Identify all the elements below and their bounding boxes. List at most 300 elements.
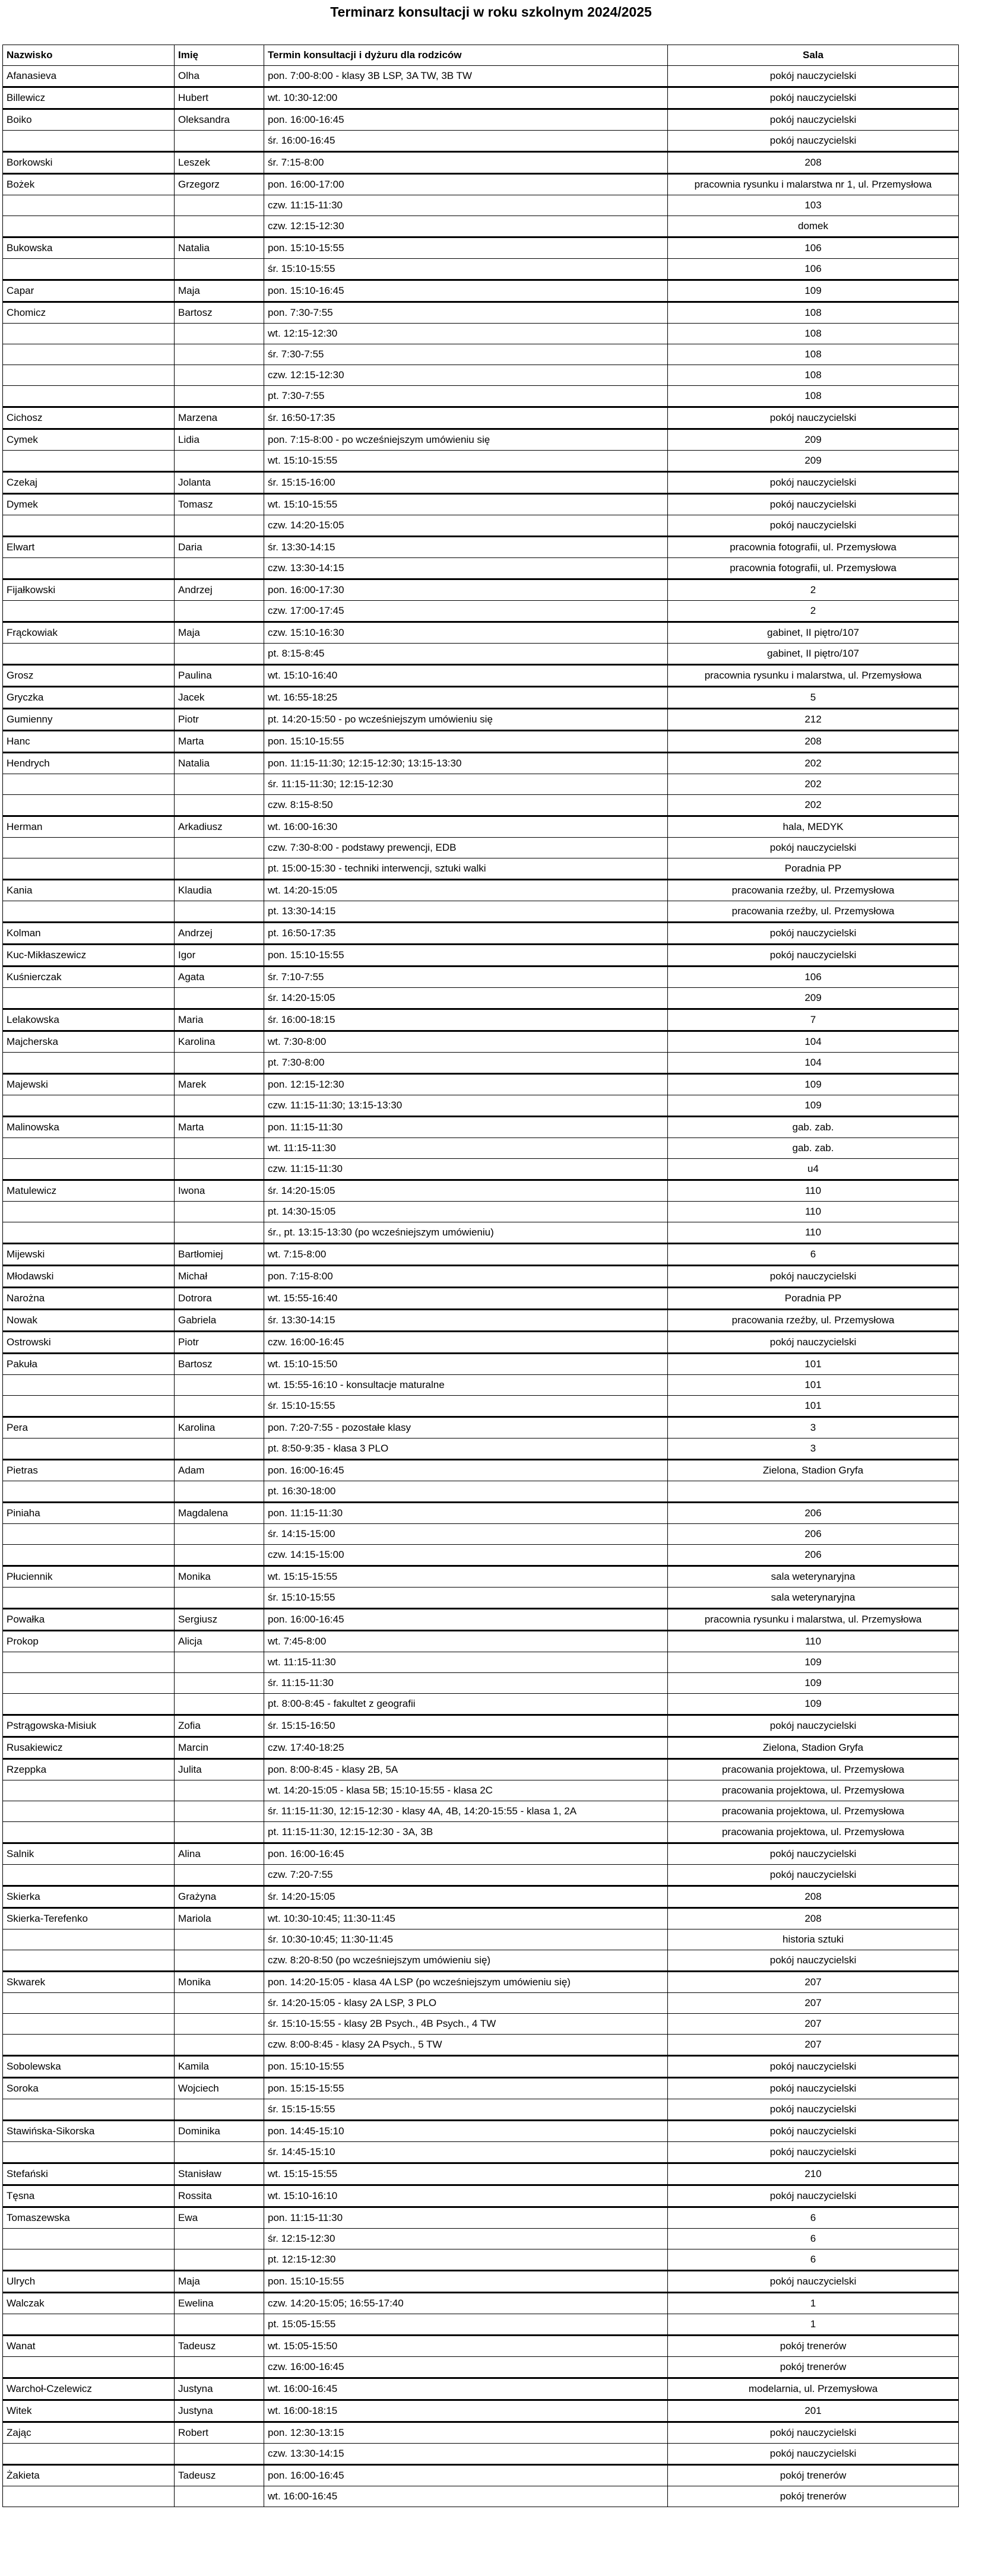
cell-room: pracownia fotografii, ul. Przemysłowa: [668, 537, 959, 558]
cell-room: pracowania rzeźby, ul. Przemysłowa: [668, 1310, 959, 1332]
cell-surname: [3, 858, 175, 880]
cell-room: pokój nauczycielski: [668, 923, 959, 945]
table-row: [3, 1801, 959, 1822]
cell-term: śr. 16:50-17:35: [264, 407, 668, 429]
table-row: [3, 1117, 959, 1138]
cell-term: czw. 17:00-17:45: [264, 601, 668, 622]
cell-term: śr. 12:15-12:30: [264, 2229, 668, 2249]
cell-surname: [3, 2229, 175, 2249]
cell-first-name: [175, 195, 264, 216]
table-row: [3, 558, 959, 579]
table-row: [3, 451, 959, 472]
cell-surname: Matulewicz: [3, 1180, 175, 1202]
cell-room: 6: [668, 1244, 959, 1266]
cell-surname: Ulrych: [3, 2271, 175, 2293]
cell-first-name: [175, 1222, 264, 1244]
table-row: [3, 1566, 959, 1588]
table-row: [3, 2014, 959, 2035]
table-row: [3, 2229, 959, 2249]
cell-term: pon. 7:00-8:00 - klasy 3B LSP, 3A TW, 3B TW: [264, 66, 668, 87]
cell-first-name: Piotr: [175, 709, 264, 731]
header-row: [3, 45, 959, 66]
cell-room: 104: [668, 1031, 959, 1053]
cell-first-name: Maja: [175, 2271, 264, 2293]
cell-term: pt. 11:15-11:30, 12:15-12:30 - 3A, 3B: [264, 1822, 668, 1843]
cell-first-name: [175, 1202, 264, 1222]
cell-surname: Młodawski: [3, 1266, 175, 1288]
cell-first-name: Igor: [175, 945, 264, 967]
cell-surname: Pera: [3, 1417, 175, 1438]
cell-first-name: Zofia: [175, 1715, 264, 1737]
consultation-table: [2, 45, 959, 2507]
cell-surname: Stefański: [3, 2163, 175, 2185]
cell-term: śr. 16:00-16:45: [264, 131, 668, 152]
cell-surname: [3, 451, 175, 472]
cell-term: śr. 15:15-16:50: [264, 1715, 668, 1737]
cell-surname: Tęsna: [3, 2185, 175, 2207]
table-row: [3, 2400, 959, 2422]
table-row: [3, 2271, 959, 2293]
cell-first-name: [175, 1481, 264, 1503]
table-row: [3, 2486, 959, 2507]
cell-term: śr. 14:15-15:00: [264, 1524, 668, 1545]
cell-surname: [3, 2099, 175, 2121]
cell-surname: [3, 1950, 175, 1972]
cell-room: 209: [668, 988, 959, 1009]
cell-term: śr. 15:15-15:55: [264, 2099, 668, 2121]
table-row: [3, 2078, 959, 2099]
cell-surname: Salnik: [3, 1843, 175, 1865]
cell-surname: [3, 1652, 175, 1673]
cell-first-name: [175, 774, 264, 795]
table-row: [3, 1053, 959, 1074]
cell-term: wt. 15:55-16:40: [264, 1288, 668, 1310]
cell-room: 101: [668, 1375, 959, 1396]
cell-surname: Piniaha: [3, 1503, 175, 1524]
cell-room: 109: [668, 1095, 959, 1117]
table-row: [3, 1993, 959, 2014]
cell-first-name: Oleksandra: [175, 109, 264, 131]
cell-term: czw. 8:20-8:50 (po wcześniejszym umówieniu się): [264, 1950, 668, 1972]
table-row: [3, 1588, 959, 1609]
table-row: [3, 216, 959, 237]
cell-surname: Pakuła: [3, 1354, 175, 1375]
cell-surname: [3, 195, 175, 216]
cell-surname: [3, 774, 175, 795]
header-first-name: Imię: [175, 45, 264, 66]
cell-room: historia sztuki: [668, 1929, 959, 1950]
cell-term: śr. 15:10-15:55: [264, 259, 668, 280]
cell-first-name: Grzegorz: [175, 174, 264, 195]
cell-first-name: Grażyna: [175, 1886, 264, 1908]
table-row: [3, 152, 959, 174]
cell-room: 206: [668, 1524, 959, 1545]
cell-term: wt. 11:15-11:30: [264, 1652, 668, 1673]
cell-room: 104: [668, 1053, 959, 1074]
cell-surname: Powałka: [3, 1609, 175, 1631]
cell-room: Zielona, Stadion Gryfa: [668, 1460, 959, 1481]
cell-room: pracowania projektowa, ul. Przemysłowa: [668, 1780, 959, 1801]
cell-room: pokój nauczycielski: [668, 1266, 959, 1288]
cell-room: pracowania projektowa, ul. Przemysłowa: [668, 1801, 959, 1822]
cell-surname: Kuśnierczak: [3, 967, 175, 988]
cell-term: pon. 7:30-7:55: [264, 302, 668, 324]
cell-room: pokój trenerów: [668, 2357, 959, 2378]
table-row: [3, 174, 959, 195]
cell-first-name: Ewelina: [175, 2293, 264, 2314]
cell-room: 207: [668, 2014, 959, 2035]
table-row: [3, 1460, 959, 1481]
table-row: [3, 753, 959, 774]
cell-first-name: Marzena: [175, 407, 264, 429]
cell-room: 106: [668, 967, 959, 988]
cell-term: wt. 15:05-15:50: [264, 2336, 668, 2357]
cell-room: pracowania projektowa, ul. Przemysłowa: [668, 1759, 959, 1780]
cell-room: pokój nauczycielski: [668, 1865, 959, 1886]
cell-first-name: Wojciech: [175, 2078, 264, 2099]
table-row: [3, 1694, 959, 1715]
cell-term: czw. 16:00-16:45: [264, 1332, 668, 1354]
cell-term: wt. 7:15-8:00: [264, 1244, 668, 1266]
cell-room: pokój nauczycielski: [668, 2078, 959, 2099]
cell-term: śr., pt. 13:15-13:30 (po wcześniejszym umówieniu): [264, 1222, 668, 1244]
cell-room: gabinet, II piętro/107: [668, 622, 959, 644]
cell-room: pracowania projektowa, ul. Przemysłowa: [668, 1822, 959, 1843]
cell-room: pokój nauczycielski: [668, 515, 959, 537]
cell-room: 1: [668, 2293, 959, 2314]
table-row: [3, 1354, 959, 1375]
cell-first-name: Bartłomiej: [175, 1244, 264, 1266]
cell-room: pokój nauczycielski: [668, 1715, 959, 1737]
cell-surname: Borkowski: [3, 152, 175, 174]
cell-term: pon. 12:15-12:30: [264, 1074, 668, 1095]
cell-first-name: Gabriela: [175, 1310, 264, 1332]
cell-term: śr. 13:30-14:15: [264, 1310, 668, 1332]
table-row: [3, 1673, 959, 1694]
table-row: [3, 66, 959, 87]
cell-term: wt. 10:30-12:00: [264, 87, 668, 109]
cell-surname: Płuciennik: [3, 1566, 175, 1588]
cell-room: 108: [668, 344, 959, 365]
header-room: Sala: [668, 45, 959, 66]
cell-first-name: [175, 131, 264, 152]
cell-first-name: [175, 1053, 264, 1074]
table-row: [3, 2163, 959, 2185]
cell-first-name: Jacek: [175, 687, 264, 709]
cell-surname: [3, 1993, 175, 2014]
cell-surname: Capar: [3, 280, 175, 302]
table-row: [3, 622, 959, 644]
cell-term: wt. 14:20-15:05 - klasa 5B; 15:10-15:55 - klasa 2C: [264, 1780, 668, 1801]
cell-room: 109: [668, 1673, 959, 1694]
cell-room: gabinet, II piętro/107: [668, 644, 959, 665]
cell-room: 6: [668, 2207, 959, 2229]
cell-surname: [3, 1822, 175, 1843]
cell-term: śr. 15:10-15:55 - klasy 2B Psych., 4B Psych., 4 TW: [264, 2014, 668, 2035]
cell-surname: [3, 1159, 175, 1180]
cell-room: 207: [668, 1993, 959, 2014]
cell-surname: Czekaj: [3, 472, 175, 494]
table-row: [3, 365, 959, 386]
cell-first-name: [175, 1545, 264, 1566]
cell-surname: [3, 1095, 175, 1117]
cell-room: 106: [668, 259, 959, 280]
cell-first-name: [175, 2314, 264, 2336]
cell-first-name: [175, 2444, 264, 2465]
table-row: [3, 1524, 959, 1545]
cell-first-name: [175, 1822, 264, 1843]
table-row: [3, 774, 959, 795]
cell-first-name: Karolina: [175, 1031, 264, 1053]
cell-surname: Rusakiewicz: [3, 1737, 175, 1759]
cell-term: czw. 12:15-12:30: [264, 216, 668, 237]
cell-term: pt. 15:00-15:30 - techniki interwencji, sztuki walki: [264, 858, 668, 880]
cell-surname: [3, 324, 175, 344]
cell-term: wt. 14:20-15:05: [264, 880, 668, 901]
cell-first-name: Marta: [175, 1117, 264, 1138]
cell-room: 109: [668, 1694, 959, 1715]
cell-first-name: Stanisław: [175, 2163, 264, 2185]
cell-first-name: Monika: [175, 1972, 264, 1993]
cell-first-name: Justyna: [175, 2378, 264, 2400]
cell-first-name: [175, 1950, 264, 1972]
table-row: [3, 494, 959, 515]
cell-first-name: Hubert: [175, 87, 264, 109]
cell-room: 212: [668, 709, 959, 731]
cell-room: 5: [668, 687, 959, 709]
cell-surname: [3, 216, 175, 237]
cell-term: śr. 15:10-15:55: [264, 1588, 668, 1609]
header-surname: Nazwisko: [3, 45, 175, 66]
cell-room: 202: [668, 774, 959, 795]
cell-room: pokój nauczycielski: [668, 87, 959, 109]
cell-first-name: Magdalena: [175, 1503, 264, 1524]
cell-room: hala, MEDYK: [668, 816, 959, 838]
table-row: [3, 1972, 959, 1993]
cell-first-name: [175, 1396, 264, 1417]
cell-surname: Cymek: [3, 429, 175, 451]
table-row: [3, 2465, 959, 2486]
table-row: [3, 1886, 959, 1908]
cell-room: pokój nauczycielski: [668, 1950, 959, 1972]
table-row: [3, 1095, 959, 1117]
cell-first-name: Marek: [175, 1074, 264, 1095]
cell-surname: Tomaszewska: [3, 2207, 175, 2229]
cell-term: pon. 7:15-8:00: [264, 1266, 668, 1288]
cell-term: pt. 7:30-8:00: [264, 1053, 668, 1074]
cell-first-name: [175, 1159, 264, 1180]
cell-term: pon. 16:00-16:45: [264, 1843, 668, 1865]
cell-surname: [3, 2249, 175, 2271]
cell-surname: Nowak: [3, 1310, 175, 1332]
cell-surname: [3, 386, 175, 407]
cell-surname: Majewski: [3, 1074, 175, 1095]
cell-first-name: [175, 216, 264, 237]
cell-first-name: [175, 344, 264, 365]
page-title: Terminarz konsultacji w roku szkolnym 2024/2025: [330, 4, 652, 20]
cell-surname: Hendrych: [3, 753, 175, 774]
cell-term: pt. 16:50-17:35: [264, 923, 668, 945]
table-row: [3, 1180, 959, 1202]
cell-term: wt. 10:30-10:45; 11:30-11:45: [264, 1908, 668, 1929]
cell-term: czw. 8:00-8:45 - klasy 2A Psych., 5 TW: [264, 2035, 668, 2056]
cell-surname: [3, 1801, 175, 1822]
cell-first-name: Sergiusz: [175, 1609, 264, 1631]
cell-first-name: Tadeusz: [175, 2465, 264, 2486]
cell-surname: Hanc: [3, 731, 175, 753]
cell-term: czw. 12:15-12:30: [264, 365, 668, 386]
cell-term: śr. 13:30-14:15: [264, 537, 668, 558]
table-row: [3, 1759, 959, 1780]
table-row: [3, 1396, 959, 1417]
cell-term: pt. 13:30-14:15: [264, 901, 668, 923]
cell-room: 2: [668, 601, 959, 622]
cell-first-name: Kamila: [175, 2056, 264, 2078]
cell-first-name: [175, 2142, 264, 2163]
cell-surname: Walczak: [3, 2293, 175, 2314]
cell-term: wt. 7:30-8:00: [264, 1031, 668, 1053]
cell-first-name: Ewa: [175, 2207, 264, 2229]
header-term: Termin konsultacji i dyżuru dla rodziców: [264, 45, 668, 66]
cell-room: Poradnia PP: [668, 858, 959, 880]
table-row: [3, 2142, 959, 2163]
cell-room: 2: [668, 579, 959, 601]
cell-first-name: Paulina: [175, 665, 264, 687]
cell-term: wt. 16:00-16:45: [264, 2486, 668, 2507]
table-row: [3, 945, 959, 967]
cell-surname: [3, 344, 175, 365]
cell-first-name: Agata: [175, 967, 264, 988]
table-row: [3, 923, 959, 945]
cell-first-name: Adam: [175, 1460, 264, 1481]
cell-room: sala weterynaryjna: [668, 1588, 959, 1609]
cell-term: wt. 7:45-8:00: [264, 1631, 668, 1652]
cell-surname: Wanat: [3, 2336, 175, 2357]
cell-first-name: [175, 324, 264, 344]
cell-term: pon. 8:00-8:45 - klasy 2B, 5A: [264, 1759, 668, 1780]
table-row: [3, 1822, 959, 1843]
cell-first-name: Natalia: [175, 753, 264, 774]
cell-term: pon. 15:10-16:45: [264, 280, 668, 302]
cell-room: pracownia rysunku i malarstwa, ul. Przemysłowa: [668, 1609, 959, 1631]
table-row: [3, 858, 959, 880]
cell-term: pon. 7:20-7:55 - pozostałe klasy: [264, 1417, 668, 1438]
cell-surname: [3, 901, 175, 923]
table-row: [3, 1074, 959, 1095]
cell-first-name: Klaudia: [175, 880, 264, 901]
cell-first-name: [175, 365, 264, 386]
cell-surname: Narożna: [3, 1288, 175, 1310]
table-row: [3, 472, 959, 494]
cell-surname: [3, 259, 175, 280]
table-row: [3, 1908, 959, 1929]
cell-first-name: Arkadiusz: [175, 816, 264, 838]
table-row: [3, 579, 959, 601]
cell-room: pokój nauczycielski: [668, 494, 959, 515]
cell-first-name: Andrzej: [175, 923, 264, 945]
cell-term: wt. 11:15-11:30: [264, 1138, 668, 1159]
cell-room: pracownia rysunku i malarstwa, ul. Przemysłowa: [668, 665, 959, 687]
cell-first-name: Bartosz: [175, 1354, 264, 1375]
cell-first-name: [175, 2486, 264, 2507]
cell-term: pon. 15:15-15:55: [264, 2078, 668, 2099]
cell-first-name: [175, 1375, 264, 1396]
cell-first-name: [175, 451, 264, 472]
cell-first-name: Rossita: [175, 2185, 264, 2207]
cell-room: 108: [668, 365, 959, 386]
cell-surname: Lelakowska: [3, 1009, 175, 1031]
cell-first-name: [175, 386, 264, 407]
cell-surname: Billewicz: [3, 87, 175, 109]
cell-room: 3: [668, 1417, 959, 1438]
cell-surname: [3, 2142, 175, 2163]
cell-term: wt. 15:55-16:10 - konsultacje maturalne: [264, 1375, 668, 1396]
table-row: [3, 967, 959, 988]
cell-surname: [3, 2035, 175, 2056]
cell-first-name: Michał: [175, 1266, 264, 1288]
cell-first-name: [175, 1673, 264, 1694]
cell-first-name: [175, 1865, 264, 1886]
cell-first-name: Iwona: [175, 1180, 264, 1202]
cell-surname: Pietras: [3, 1460, 175, 1481]
cell-surname: [3, 644, 175, 665]
cell-term: pt. 8:50-9:35 - klasa 3 PLO: [264, 1438, 668, 1460]
cell-first-name: Andrzej: [175, 579, 264, 601]
table-row: [3, 2056, 959, 2078]
cell-surname: [3, 838, 175, 858]
cell-room: 210: [668, 2163, 959, 2185]
table-row: [3, 131, 959, 152]
cell-room: 6: [668, 2249, 959, 2271]
cell-first-name: [175, 1694, 264, 1715]
cell-room: 101: [668, 1396, 959, 1417]
cell-first-name: Maja: [175, 280, 264, 302]
cell-term: czw. 14:15-15:00: [264, 1545, 668, 1566]
table-row: [3, 1138, 959, 1159]
cell-term: pon. 15:10-15:55: [264, 945, 668, 967]
cell-room: 208: [668, 1908, 959, 1929]
table-row: [3, 1332, 959, 1354]
cell-surname: Kania: [3, 880, 175, 901]
cell-room: 110: [668, 1202, 959, 1222]
cell-surname: [3, 1865, 175, 1886]
cell-surname: Skierka: [3, 1886, 175, 1908]
cell-term: pon. 16:00-16:45: [264, 1460, 668, 1481]
cell-term: śr. 11:15-11:30; 12:15-12:30: [264, 774, 668, 795]
cell-term: pon. 16:00-17:30: [264, 579, 668, 601]
cell-room: gab. zab.: [668, 1138, 959, 1159]
cell-first-name: Bartosz: [175, 302, 264, 324]
table-row: [3, 601, 959, 622]
cell-room: pracowania rzeźby, ul. Przemysłowa: [668, 880, 959, 901]
table-row: [3, 2293, 959, 2314]
cell-first-name: Maja: [175, 622, 264, 644]
cell-term: wt. 16:00-18:15: [264, 2400, 668, 2422]
cell-room: pokój nauczycielski: [668, 66, 959, 87]
table-row: [3, 1222, 959, 1244]
table-row: [3, 324, 959, 344]
table-row: [3, 2422, 959, 2444]
cell-room: 108: [668, 386, 959, 407]
cell-term: pt. 16:30-18:00: [264, 1481, 668, 1503]
cell-first-name: Robert: [175, 2422, 264, 2444]
table-row: [3, 1545, 959, 1566]
table-row: [3, 880, 959, 901]
cell-term: czw. 8:15-8:50: [264, 795, 668, 816]
table-row: [3, 515, 959, 537]
cell-first-name: Tadeusz: [175, 2336, 264, 2357]
cell-term: śr. 14:45-15:10: [264, 2142, 668, 2163]
